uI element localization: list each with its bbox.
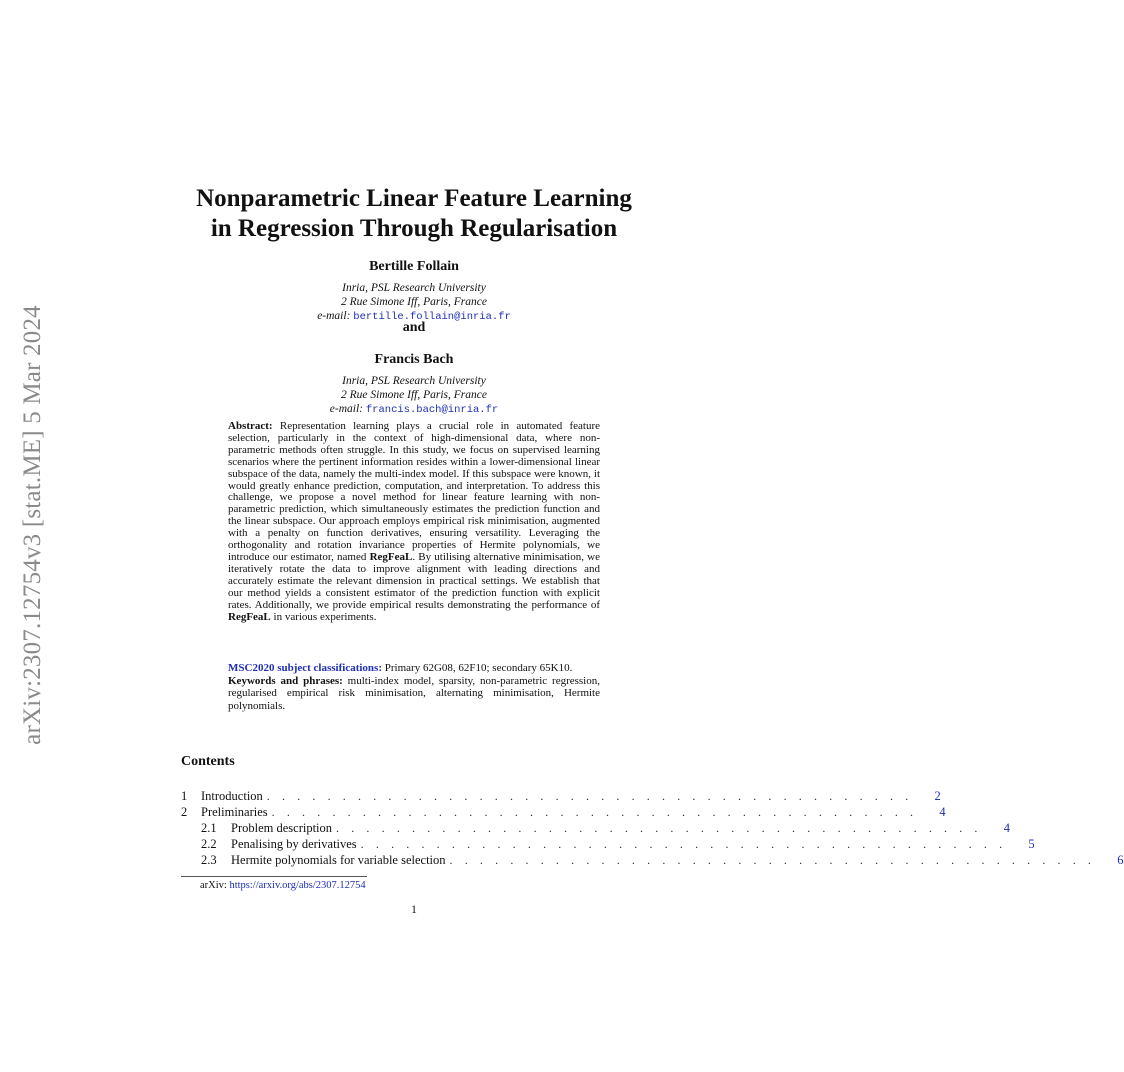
toc-entry[interactable] <box>181 820 1011 836</box>
toc-title: Problem description <box>231 821 333 835</box>
toc-number: 1 <box>181 789 188 803</box>
author-affiliation: Inria, PSL Research University <box>342 375 486 387</box>
footnote-label: arXiv: <box>200 880 227 891</box>
paper-title <box>120 184 708 244</box>
paper-title-line-1: Nonparametric Linear Feature Learning <box>196 185 632 212</box>
method-name: RegFeaL <box>228 610 271 623</box>
toc-number: 2.1 <box>201 821 217 835</box>
toc-entry[interactable] <box>181 852 1124 868</box>
author-name: Francis Bach <box>374 352 454 367</box>
abstract-text-3: in various experiments. <box>273 610 377 623</box>
author-block-2 <box>200 352 628 417</box>
keywords-label: Keywords and phrases: <box>228 674 343 687</box>
footnote-rule <box>181 876 367 877</box>
method-name: RegFeaL <box>369 550 413 563</box>
toc-title: Penalising by derivatives <box>231 837 357 851</box>
arxiv-sidebar <box>8 285 58 765</box>
author-name: Bertille Follain <box>369 259 459 274</box>
toc-number: 2.3 <box>201 853 217 867</box>
author-email-link[interactable]: francis.bach@inria.fr <box>365 404 499 416</box>
page-number: 1 <box>411 904 417 916</box>
toc-number: 2 <box>181 805 188 819</box>
author-address: 2 Rue Simone Iff, Paris, France <box>341 296 487 308</box>
classification-block <box>228 662 600 712</box>
keywords-text: multi-index model, sparsity, non-parametric regression, regularised empirical risk minimisation, alternating minimisation, Hermite polynomials. <box>228 674 600 712</box>
toc-leader: . . . . . . . . . . . . . . . . . . . . . . . . . . . . . . . . . . . . . . . . . . . <box>271 805 918 819</box>
abstract <box>228 421 600 623</box>
abstract-label: Abstract: <box>228 420 273 432</box>
msc-text: Primary 62G08, 62F10; secondary 65K10. <box>384 662 573 674</box>
msc-classification <box>228 662 600 675</box>
toc-title: Hermite polynomials for variable selection <box>231 853 446 867</box>
toc-page-link[interactable]: 5 <box>1028 837 1035 851</box>
toc-leader: . . . . . . . . . . . . . . . . . . . . . . . . . . . . . . . . . . . . . . . . . . . <box>266 789 913 803</box>
author-address: 2 Rue Simone Iff, Paris, France <box>341 389 487 401</box>
toc-page-link[interactable]: 4 <box>939 805 946 819</box>
toc-entry[interactable] <box>181 788 941 804</box>
toc-leader: . . . . . . . . . . . . . . . . . . . . . . . . . . . . . . . . . . . . . . . . . . . <box>360 837 1007 851</box>
toc-title: Introduction <box>201 789 263 803</box>
arxiv-url-link[interactable]: https://arxiv.org/abs/2307.12754 <box>229 880 366 891</box>
toc-entry[interactable] <box>181 836 1035 852</box>
contents-heading: Contents <box>181 754 235 769</box>
author-affiliation: Inria, PSL Research University <box>342 282 486 294</box>
arxiv-identifier: arXiv:2307.12754v3 [stat.ME] 5 Mar 2024 <box>19 305 46 745</box>
abstract-text-1: Representation learning plays a crucial role in automated feature selection, particularly in the context of high-dimensional data, where non-parametric methods often struggle. In this study, we focus on supervised learning scenarios where the pertinent information resides within a lower-dimensional linear subspace of the data, namely the multi-index model. If this subspace were known, it would greatly enhance prediction, computation, and interpretation. To address this challenge, we propose a novel method for linear feature learning with non-parametric prediction, which simultaneously estimates the prediction function and the linear subspace. Our approach employs empirical risk minimisation, augmented with a penalty on function derivatives, ensuring versatility. Leveraging the orthogonality and rotation invariance properties of Hermite polynomials, we introduce our estimator, named <box>228 420 601 563</box>
keywords <box>228 675 600 713</box>
toc-leader: . . . . . . . . . . . . . . . . . . . . . . . . . . . . . . . . . . . . . . . . . . . <box>449 853 1096 867</box>
and-separator: and <box>402 320 426 335</box>
toc-page-link[interactable]: 2 <box>934 789 941 803</box>
author-block-1 <box>200 259 628 324</box>
toc-number: 2.2 <box>201 837 217 851</box>
toc-page-link[interactable]: 6 <box>1117 853 1124 867</box>
table-of-contents <box>181 788 1124 868</box>
toc-leader: . . . . . . . . . . . . . . . . . . . . . . . . . . . . . . . . . . . . . . . . . . . <box>336 821 983 835</box>
toc-title: Preliminaries <box>201 805 268 819</box>
footnote <box>200 880 366 891</box>
toc-page-link[interactable]: 4 <box>1003 821 1011 835</box>
abstract-text-2: . By utilising alternative minimisation, we iteratively rotate the data to improve alignment with leading directions and accurately estimate the relevant dimension in practical settings. We establish that our method yields a consistent estimator of the prediction function with explicit rates. Additionally, we provide empirical results demonstrating the performance of <box>228 550 600 611</box>
toc-entry[interactable] <box>181 804 946 820</box>
msc-link[interactable]: MSC2020 subject classifications: <box>228 662 382 674</box>
paper-title-line-2: in Regression Through Regularisation <box>210 215 618 242</box>
author-email-line <box>200 402 628 417</box>
email-label: e-mail: <box>329 403 363 415</box>
email-label: e-mail: <box>317 310 351 322</box>
author-email-link[interactable]: bertille.follain@inria.fr <box>353 311 511 323</box>
